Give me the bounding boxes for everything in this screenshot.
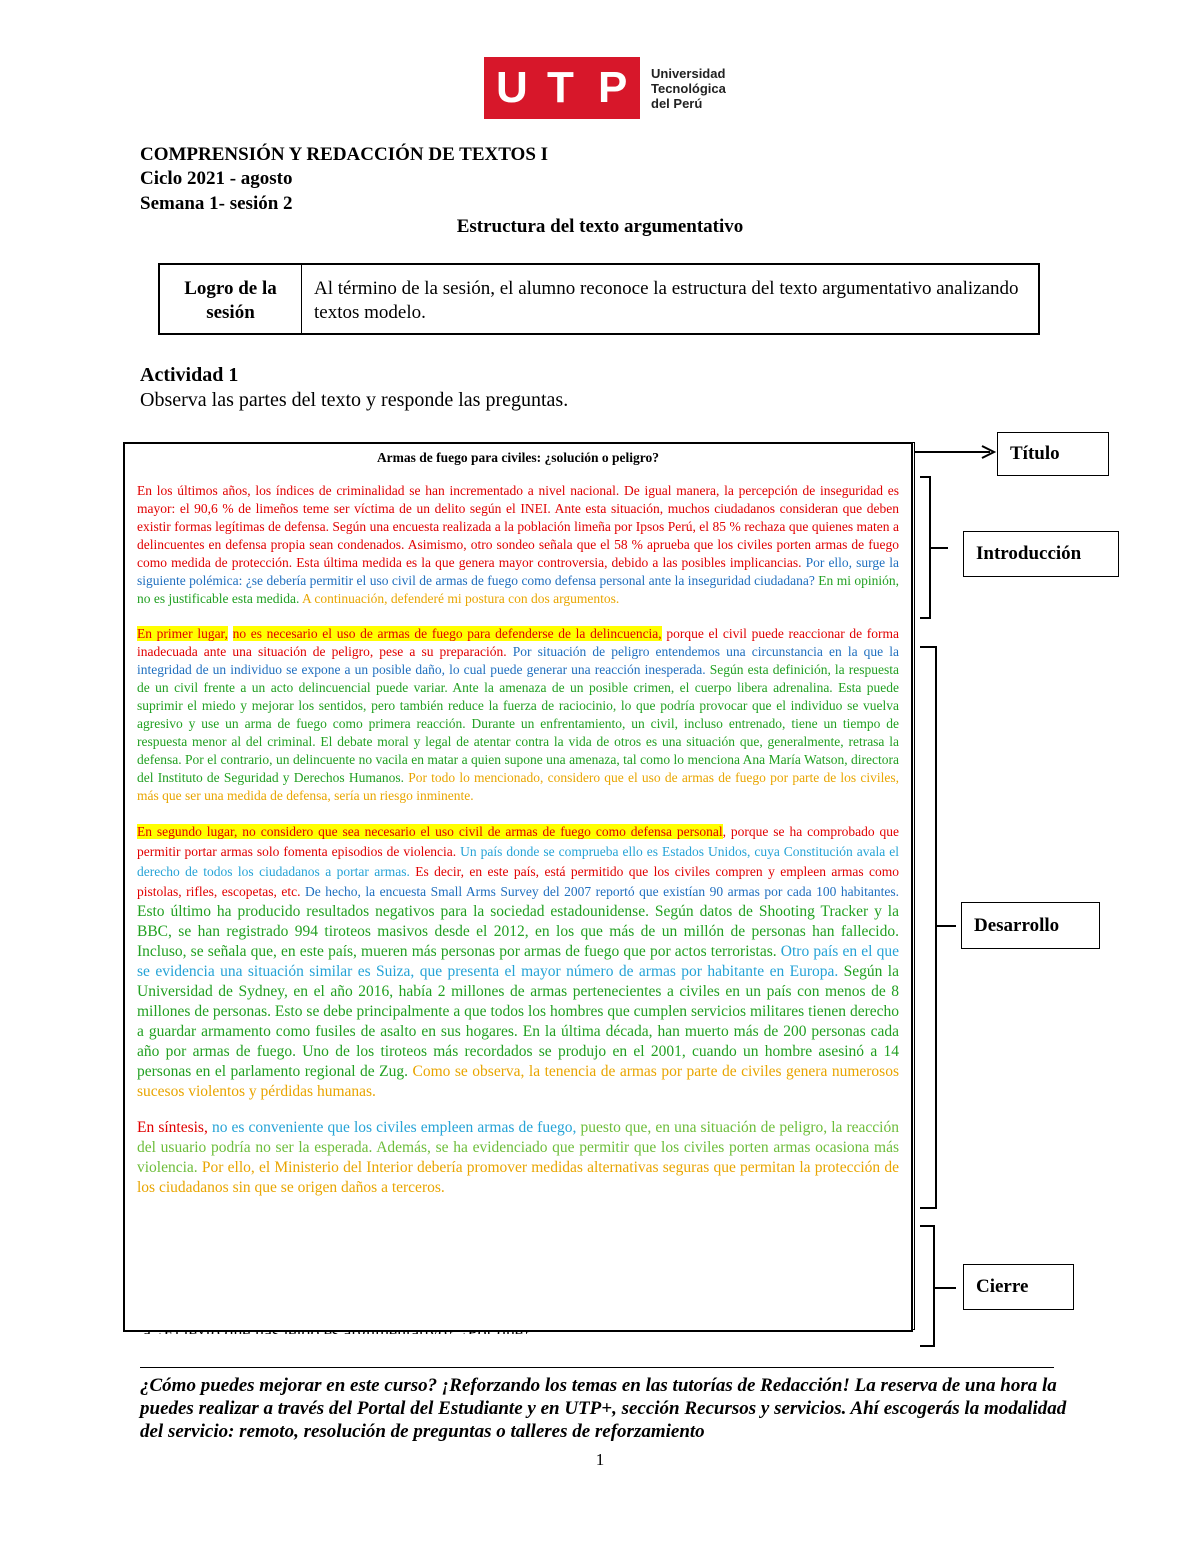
intro-bracket <box>920 477 948 618</box>
argument-2-claim: En segundo lugar, no considero que sea necesario el uso civil de armas de fuego como defensa personal <box>137 824 723 839</box>
closing-thesis: no es conveniente que los civiles empleen armas de fuego, <box>207 1119 577 1136</box>
intro-context: En los últimos años, los índices de criminalidad se han incrementado a nivel nacional. De igual manera, la percepción de inseguridad es mayor: el 90,6 % de limeños teme ser víctima de un delito según el INEI. Ante esta situación, muchos ciudadanos consideran que deben existir formas legítimas de defensa. Según una encuesta realizada a la población limeña por Ipsos Perú, el 85 % rechaza que quienes maten a delincuentes en defensa propia sean condenados. Asimismo, otro sondeo señala que el 58 % aprueba que los civiles porten armas de fuego como medida de protección. Esta última medida es la que genera mayor controversia, debido a las posibles implicancias. <box>137 483 899 570</box>
argument-1-definition: Por situación de peligro entendemos una circunstancia en la que la integridad de un individuo se expone a un posible daño, lo cual puede generar una reacción inesperada. <box>137 644 899 677</box>
logo-letter-t: T <box>547 63 574 112</box>
week-session-label: Semana 1- sesión 2 <box>140 193 293 214</box>
logo-university-name: Universidad Tecnológica del Perú <box>651 66 726 111</box>
closing-bracket <box>920 1226 956 1346</box>
course-name: COMPRENSIÓN Y REDACCIÓN DE TEXTOS I <box>140 144 549 165</box>
development-bracket <box>920 647 956 1208</box>
argument-1-reason: porque el civil puede reaccionar de forma inadecuada ante una situación de peligro, pese a su preparación. <box>137 626 899 659</box>
label-introduccion: Introducción <box>963 531 1119 577</box>
page-title: Estructura del texto argumentativo <box>456 216 744 237</box>
article-title: Armas de fuego para civiles: ¿solución o peligro? <box>376 450 660 465</box>
intro-announcement: A continuación, defenderé mi postura con dos argumentos. <box>299 591 620 606</box>
argument-1-evidence: Según esta definición, la respuesta de un civil frente a un acto delincuencial puede variar. Ante la amenaza de un posible crimen, el cuerpo libera adrenalina. Esta puede suprimir el miedo y mejorar los sentidos, pero también reduce la fuerza de raciocinio, lo que podría provocar que el individuo se vuelva agresivo y use un arma de fuego como primera reacción. Durante un enfrentamiento, un civil, incluso entrenado, tiene un tiempo de respuesta menor al del criminal. El debate moral y legal de atentar contra la vida de otros es una situación que, generalmente, retrasa la defensa. Por el contrario, un delincuente no vacila en matar a quien supone una amenaza, tal como lo menciona Ana María Watson, directora del Instituto de Seguridad y Derechos Humanos. <box>137 662 899 785</box>
label-desarrollo: Desarrollo <box>961 902 1100 949</box>
closing-summary: puesto que, en una situación de peligro, la reacción del usuario podría no ser la esperada. Además, se ha evidenciado que permitir que los civiles porten armas ocasiona más violencia. <box>137 1119 899 1176</box>
logo-letter-u: U <box>496 63 528 112</box>
closing-recommendation: Por ello, el Ministerio del Interior debería promover medidas alternativas seguras que permitan la protección de los ciudadanos sin que se origen daños a terceros. <box>137 1159 899 1196</box>
closing-connector: En síntesis, <box>137 1119 208 1136</box>
label-cierre: Cierre <box>963 1264 1074 1310</box>
argument-1-conclusion: Por todo lo mencionado, considero que el uso de armas de fuego por parte de los civiles, más que ser una medida de defensa, sería un riesgo inminente. <box>137 770 899 803</box>
argument-2-evidence-usa: Esto último ha producido resultados negativos para la sociedad estadounidense. Según datos de Shooting Tracker y la BBC, se han registrado 994 tiroteos masivos desde el 2012, en los que más de un millón de personas han fallecido. Incluso, se señala que, en este país, mueren más personas por armas de fuego que por actos terroristas. <box>137 903 899 960</box>
page-number: 1 <box>595 1450 605 1469</box>
intro-polemic: Por ello, surge la siguiente polémica: ¿se debería permitir el uso civil de armas de fuego como defensa personal ante la inseguridad ciudadana? <box>137 555 899 588</box>
argument-2-conclusion: Como se observa, la tenencia de armas por parte de civiles genera numerosos sucesos violentos y pérdidas humanas. <box>137 1063 899 1100</box>
argument-2-example-switzerland: Otro país en el que se evidencia una situación similar es Suiza, que presenta el mayor número de armas por habitante en Europa. <box>137 943 899 980</box>
argument-1-connector: En primer lugar, <box>137 626 228 641</box>
session-goal-text: Al término de la sesión, el alumno reconoce la estructura del texto argumentativo analizando textos modelo. <box>314 278 1019 323</box>
session-goal-label: Logro de la sesión <box>160 265 302 333</box>
argument-1-claim: no es necesario el uso de armas de fuego para defenderse de la delincuencia, <box>232 626 662 641</box>
intro-thesis: En mi opinión, no es justificable esta medida. <box>137 573 900 606</box>
argument-2-reason: , porque se ha comprobado que permitir portar armas solo fomenta episodios de violencia. <box>137 824 899 859</box>
argument-2-clarification: Es decir, en este país, está permitido que los civiles compren y empleen armas como pistolas, rifles, escopetas, etc. <box>137 864 899 899</box>
footer-divider <box>140 1367 1054 1368</box>
logo-letter-p: P <box>598 63 628 112</box>
argument-2-evidence-switzerland: Según la Universidad de Sydney, en el año 2016, había 2 millones de armas pertenecientes a civiles en un país con menos de 8 millones de personas. Esto se debe principalmente a que todos los hombres que cumplen servicios militares tienen derecho a guardar armamento como fusiles de asalto en sus hogares. En la última década, han muerto más de 200 personas cada año por armas de fuego. Uno de los tiroteos más recordados se produjo en el 2001, cuando un hombre asesinó a 14 personas en el parlamento regional de Zug. <box>137 963 899 1080</box>
label-titulo: Título <box>997 432 1109 476</box>
argument-2-survey: De hecho, la encuesta Small Arms Survey del 2007 reportó que existían 90 armas por cada 100 habitantes. <box>300 884 899 899</box>
argument-2-example-usa: Un país donde se comprueba ello es Estados Unidos, cuya Constitución avala el derecho de todos los ciudadanos a portar armas. <box>137 844 899 879</box>
activity-title: Actividad 1 <box>140 364 239 386</box>
activity-instruction: Observa las partes del texto y responde las preguntas. <box>140 389 569 411</box>
cycle-label: Ciclo 2021 - agosto <box>140 168 293 189</box>
footer-note: ¿Cómo puedes mejorar en este curso? ¡Reforzando los temas en las tutorías de Redacción! La reserva de una hora la puedes realizar a través del Portal del Estudiante y en UTP+, sección Recursos y servicios. Ahí escogerás la modalidad del servicio: remoto, resolución de preguntas o talleres de reforzamiento <box>140 1375 1067 1442</box>
